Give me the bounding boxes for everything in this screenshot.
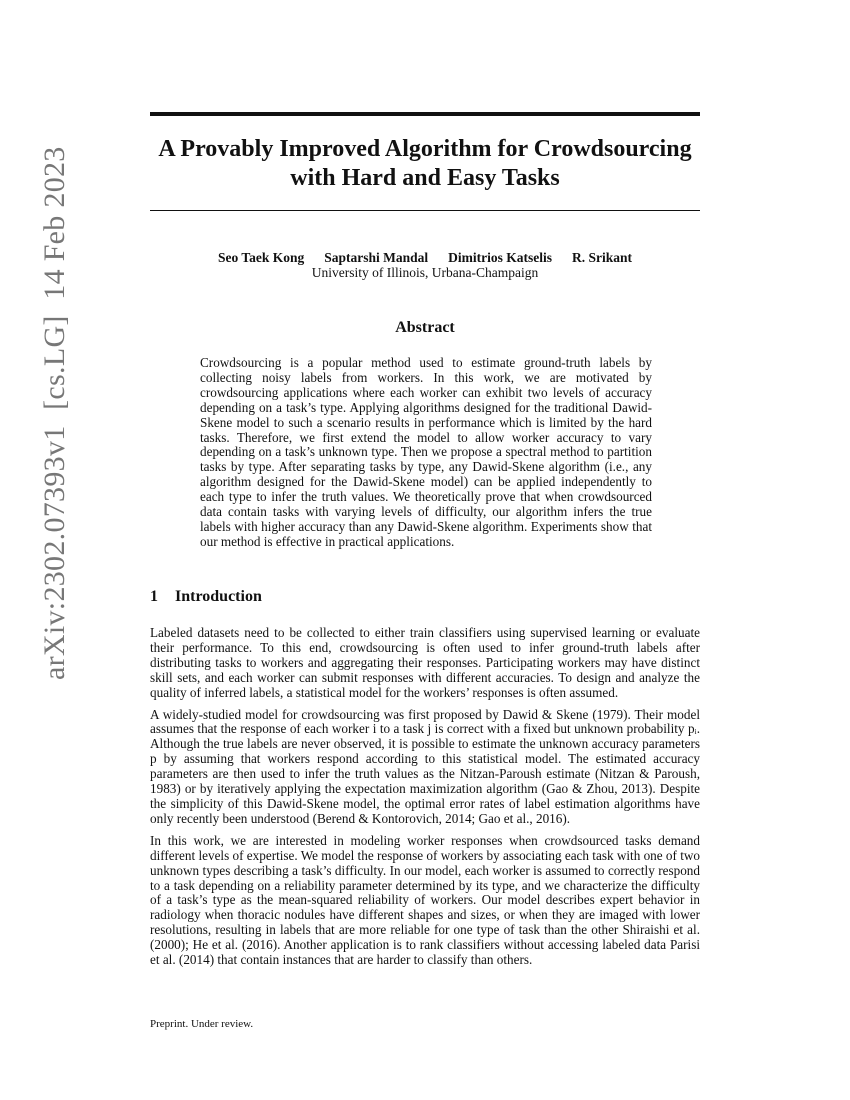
paper-title xyxy=(150,135,700,193)
paragraph: In this work, we are interested in modeling worker responses when crowdsourced tasks demand different levels of expertise. We model the response of workers by associating each task with one of two unknown types describing a task’s difficulty. In our model, each worker is assumed to correctly respond to a task depending on a reliability parameter determined by its type, and we characterize the difficulty of a task’s type as the mean-squared reliability of workers. Our model describes expert behavior in radiology when thoracic nodules have different shapes and sizes, or when they are imaged with lower resolutions, resulting in labels that are more reliable for one type of task than the other Shiraishi et al. (2000); He et al. (2016). Another application is to rank classifiers without accessing labeled data Parisi et al. (2014) that contain instances that are harder to classify than others. xyxy=(150,832,700,968)
section-heading xyxy=(150,588,700,606)
author-affiliation: University of Illinois, Urbana-Champaign xyxy=(311,265,539,280)
author-name: R. Srikant xyxy=(572,250,633,265)
title-top-rule xyxy=(150,112,700,116)
title-bottom-rule xyxy=(150,210,700,211)
introduction-body xyxy=(150,626,700,975)
preprint-footer: Preprint. Under review. xyxy=(150,1018,254,1030)
author-name: Seo Taek Kong xyxy=(217,250,305,265)
section-title: Introduction xyxy=(175,588,262,605)
author-name: Saptarshi Mandal xyxy=(324,250,429,265)
title-line-1: A Provably Improved Algorithm for Crowdsourcing xyxy=(158,136,692,162)
abstract-heading: Abstract xyxy=(395,319,455,336)
title-line-2: with Hard and Easy Tasks xyxy=(290,165,560,191)
author-list xyxy=(150,250,700,266)
author-name: Dimitrios Katselis xyxy=(448,250,553,265)
abstract-body: Crowdsourcing is a popular method used to estimate ground-truth labels by collecting noisy labels from workers. In this work, we are motivated by crowdsourcing applications where each worker can exhibit two levels of accuracy depending on a task’s type. Applying algorithms designed for the traditional Dawid-Skene model to such a scenario results in performance which is limited by the hard tasks. Therefore, we first extend the model to allow worker accuracy to vary depending on a task’s unknown type. Then we propose a spectral method to partition tasks by type. After separating tasks by type, any Dawid-Skene algorithm (i.e., any algorithm designed for the Dawid-Skene model) can be applied independently to each type to infer the truth values. We theoretically prove that when crowdsourced data contain tasks with varying levels of difficulty, our algorithm infers the true labels with higher accuracy than any Dawid-Skene algorithm. Experiments show that our method is effective in practical applications. xyxy=(200,355,652,549)
paragraph: A widely-studied model for crowdsourcing was first proposed by Dawid & Skene (1979). Their model assumes that the response of each worker i to a task j is correct with a fixed but unknown probability pᵢ. Although the true labels are never observed, it is possible to estimate the unknown accuracy parameters p by assuming that workers respond according to this statistical model. The estimated accuracy parameters are then used to infer the truth values as the Nitzan-Paroush estimate (Nitzan & Paroush, 1983) or by iteratively applying the expectation maximization algorithm (Gao & Zhou, 2013). Despite the simplicity of this Dawid-Skene model, the optimal error rates of label estimation algorithms have only recently been understood (Berend & Kontorovich, 2014; Gao et al., 2016). xyxy=(150,706,700,826)
paragraph: Labeled datasets need to be collected to either train classifiers using supervised learning or evaluate their performance. To this end, crowdsourcing is often used to infer ground-truth labels after distributing tasks to workers and aggregating their responses. Participating workers may have distinct skill sets, and each worker can submit responses with different accuracies. To design and analyze the quality of inferred labels, a statistical model for the workers’ responses is often assumed. xyxy=(150,625,700,700)
section-number: 1 xyxy=(150,588,158,605)
arxiv-identifier-stamp: arXiv:2302.07393v1 [cs.LG] 14 Feb 2023 xyxy=(38,146,71,680)
